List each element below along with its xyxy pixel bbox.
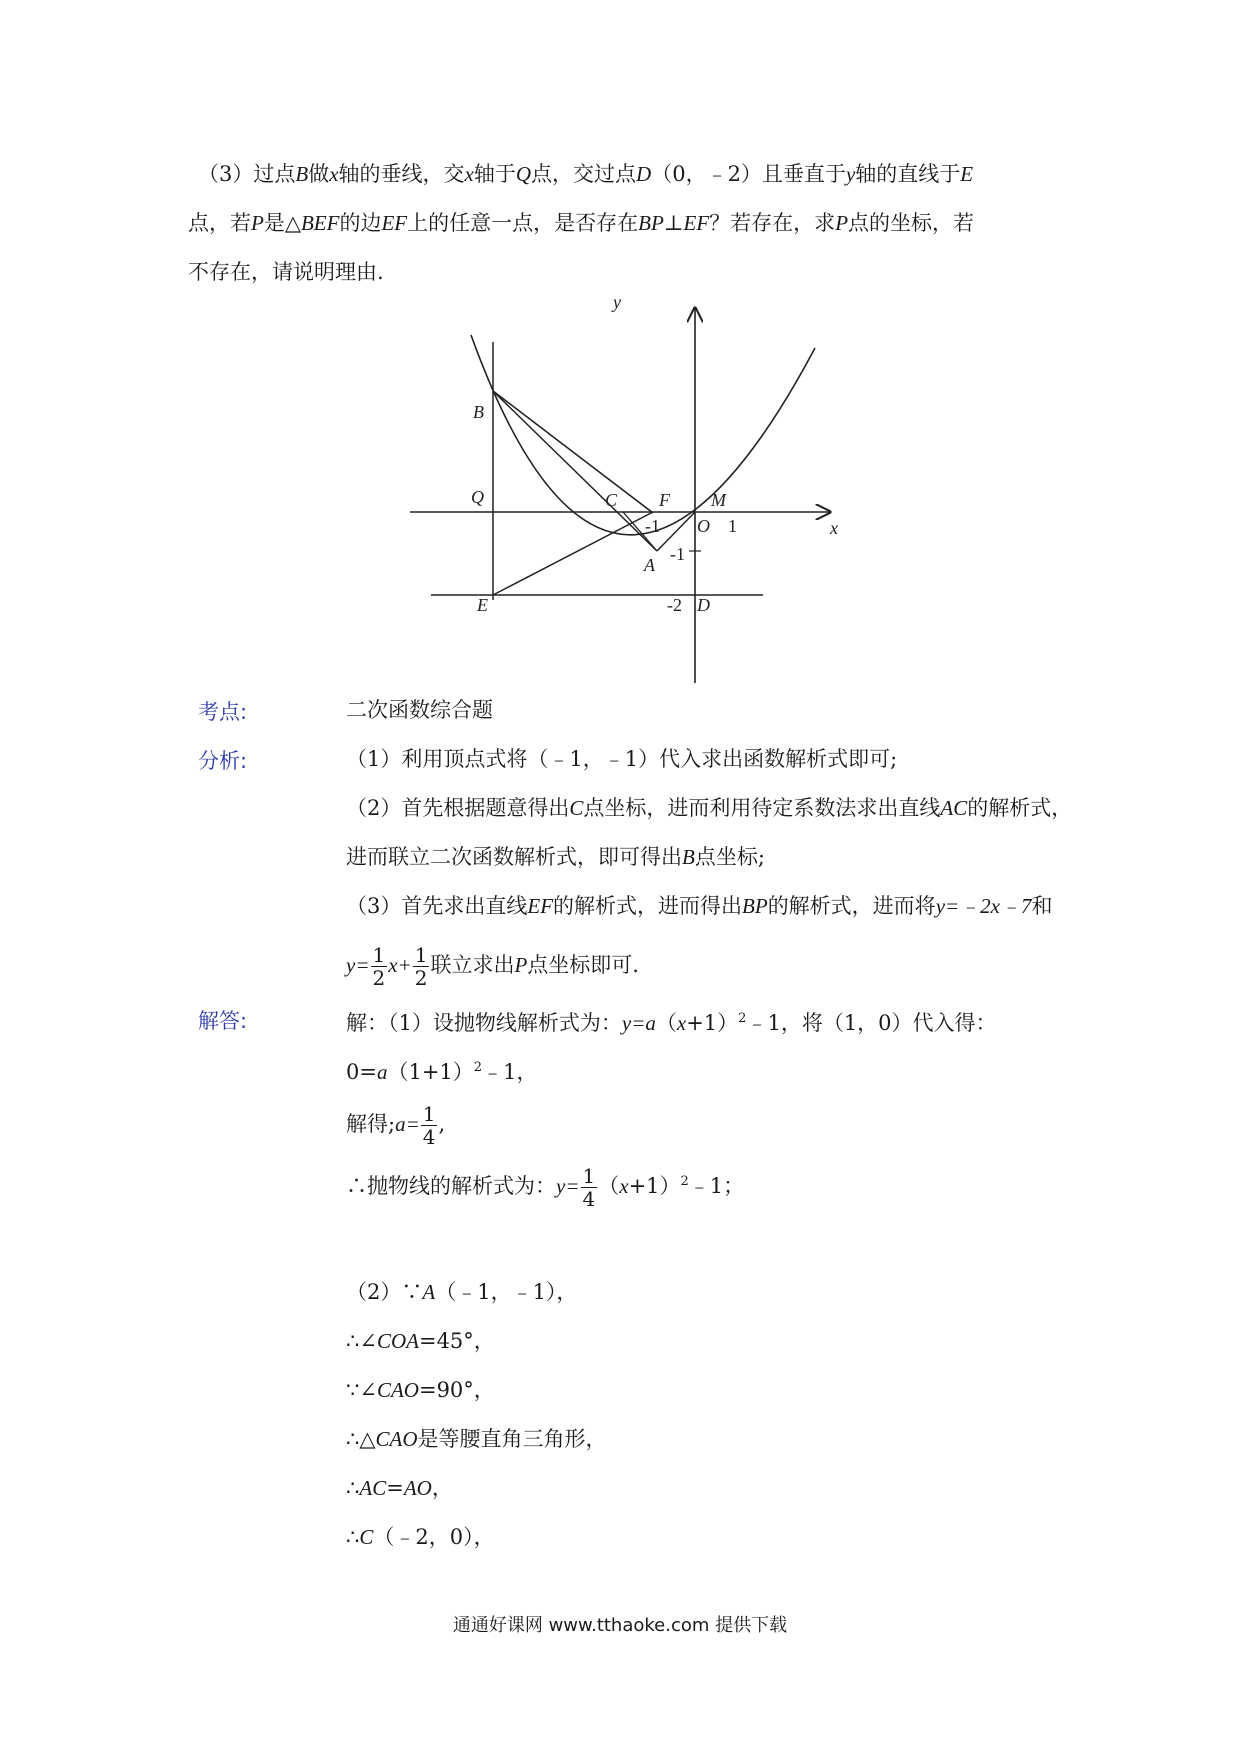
fenxi-label: 分析:	[198, 749, 248, 773]
label-D: D	[697, 595, 710, 615]
jieda-line-2: $0=a(1+1)^2﹣1$，	[346, 1060, 538, 1084]
label-F: F	[659, 490, 670, 510]
label-C: C	[605, 490, 618, 510]
footer-source: 通通好课网 www.tthaoke.com 提供下载	[452, 1615, 788, 1636]
fraction-one-quarter-2: $\frac{1}{4}$	[582, 1164, 596, 1211]
label-Q: Q	[471, 487, 484, 507]
part2-line-1: （2）∵A（﹣1，﹣1），	[346, 1280, 578, 1304]
part2-line-2: ∴∠COA=45°，	[346, 1329, 495, 1353]
kaodian-label: 考点:	[198, 700, 248, 724]
problem-line-1: （3）过点B做x轴的垂线，交x轴于Q点，交过点D（0，﹣2）且垂直于y轴的直线于E	[198, 162, 974, 186]
part2-line-5: ∴AC=AO，	[346, 1476, 453, 1500]
label-x-axis: x	[830, 518, 838, 538]
fenxi-line-4: （3）首先求出直线EF的解析式，进而得出BP的解析式，进而将y=﹣2x﹣7和	[346, 894, 1053, 918]
fraction-one-quarter: $\frac{1}{4}$	[422, 1102, 436, 1149]
label-y-axis: y	[613, 298, 621, 312]
fraction-one-half: $\frac{1}{2}$	[372, 943, 386, 990]
label-neg1-y: -1	[670, 544, 685, 564]
label-O: O	[697, 516, 710, 536]
fenxi-line-1: （1）利用顶点式将（﹣1，﹣1）代入求出函数解析式即可;	[346, 747, 898, 771]
problem-line-2: 点，若P是△BEF的边EF上的任意一点，是否存在BP⊥EF？若存在，求P点的坐标，若	[188, 211, 975, 235]
jieda-line-4: ∴抛物线的解析式为：y= $\frac{1}{4}$ $(x+1)^2﹣1$；	[346, 1164, 745, 1211]
segment-bf	[493, 391, 652, 512]
kaodian-text: 二次函数综合题	[346, 698, 493, 722]
segment-ba	[493, 391, 657, 551]
fenxi-line-2: （2）首先根据题意得出C点坐标，进而利用待定系数法求出直线AC的解析式，	[346, 796, 1073, 820]
parabola-figure	[405, 298, 845, 688]
label-M: M	[711, 490, 726, 510]
part2-line-6: ∴C（﹣2，0），	[346, 1525, 495, 1549]
label-neg1-x: -1	[645, 516, 660, 536]
part2-line-4: ∴△CAO是等腰直角三角形，	[346, 1427, 607, 1451]
fenxi-line-3: 进而联立二次函数解析式，即可得出B点坐标;	[346, 845, 765, 869]
jieda-line-1: 解：（1）设抛物线解析式为：$y=a(x+1)^2﹣1$，将（1，0）代入得：	[346, 1011, 997, 1035]
jieda-line-3: 解得;a= $\frac{1}{4}$ ,	[346, 1102, 446, 1149]
label-one: 1	[728, 516, 737, 536]
label-E: E	[477, 595, 488, 615]
problem-line-3: 不存在，请说明理由.	[188, 260, 384, 284]
part2-line-3: ∵∠CAO=90°，	[346, 1378, 495, 1402]
jieda-label: 解答:	[198, 1009, 248, 1033]
label-A: A	[644, 555, 655, 575]
fenxi-line-5: y= $\frac{1}{2}$ x+ $\frac{1}{2}$ 联立求出P点坐标即可.	[346, 943, 639, 990]
fraction-one-half-2: $\frac{1}{2}$	[414, 943, 428, 990]
label-neg2: -2	[667, 595, 682, 615]
segment-ef	[493, 512, 653, 595]
label-B: B	[473, 402, 484, 422]
